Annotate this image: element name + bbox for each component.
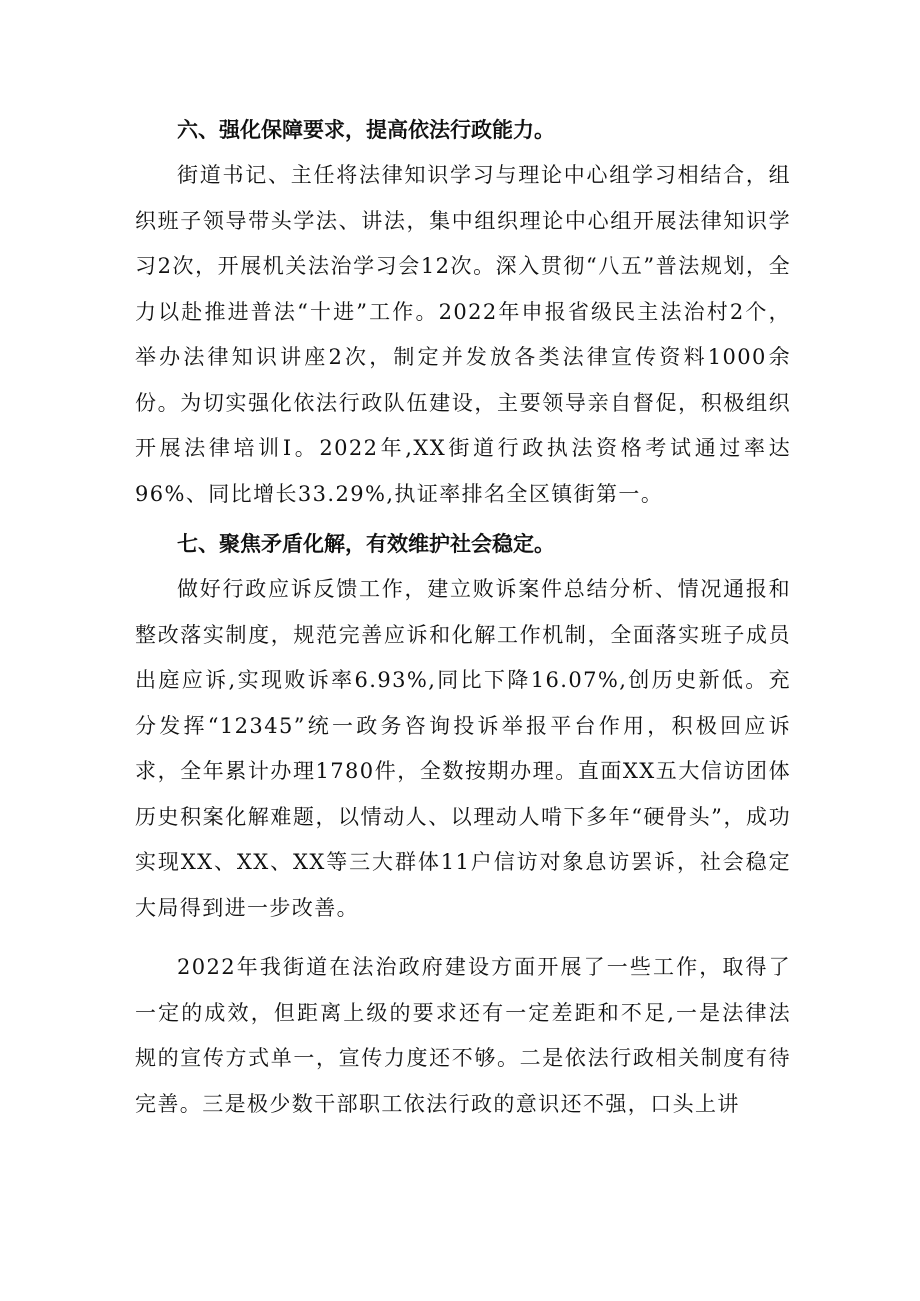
document-body [135, 107, 791, 1127]
section-7-heading: 七、聚焦矛盾化解，有效维护社会稳定。 [177, 532, 555, 556]
section-6-paragraph: 街道书记、主任将法律知识学习与理论中心组学习相结合，组织班子领导带头学法、讲法，集中组织理论中心组开展法律知识学习2次，开展机关法治学习会12次。深入贯彻“八五”普法规划，全力以赴推进普法“十进”工作。2022年申报省级民主法治村2个，举办法律知识讲座2次，制定并发放各类法律宣传资料1000余份。为切实强化依法行政队伍建设，主要领导亲自督促，积极组织开展法律培训I。2022年,XX街道行政执法资格考试通过率达96%、同比增长33.29%,执证率排名全区镇街第一。 [135, 163, 791, 506]
section-6-heading: 六、强化保障要求，提高依法行政能力。 [177, 118, 555, 142]
section-7-paragraph: 做好行政应诉反馈工作，建立败诉案件总结分析、情况通报和整改落实制度，规范完善应诉和化解工作机制，全面落实班子成员出庭应诉,实现败诉率6.93%,同比下降16.07%,创历史新低。充分发挥“12345”统一政务咨询投诉举报平台作用，积极回应诉求，全年累计办理1780件，全数按期办理。直面XX五大信访团体历史积案化解难题，以情动人、以理动人啃下多年“硬骨头”，成功实现XX、XX、XX等三大群体11户信访对象息访罢诉，社会稳定大局得到进一步改善。 [135, 577, 791, 920]
summary-paragraph: 2022年我街道在法治政府建设方面开展了一些工作，取得了一定的成效，但距离上级的要求还有一定差距和不足,一是法律法规的宣传方式单一，宣传力度还不够。二是依法行政相关制度有待完善。三是极少数干部职工依法行政的意识还不强，口头上讲 [135, 955, 791, 1116]
